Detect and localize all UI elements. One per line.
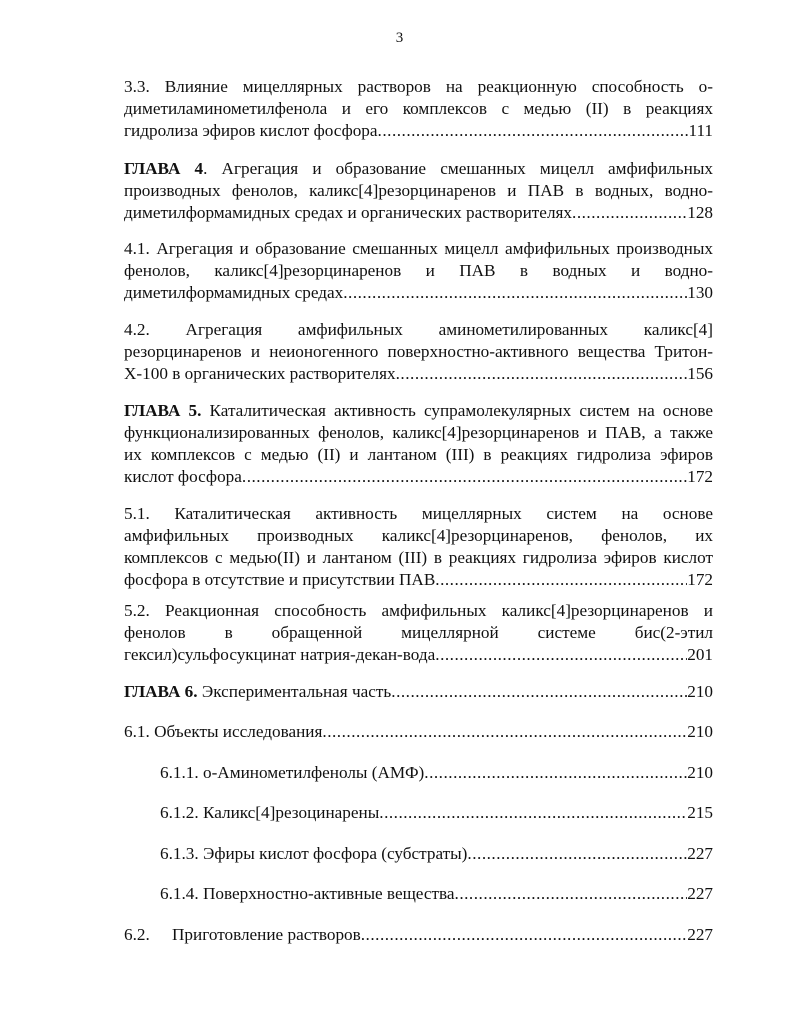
- toc-line-last: [124, 363, 713, 385]
- toc-line: 5.2. Реакционная способность амфифильных каликс[4]резорцинаренов и: [124, 601, 713, 620]
- leader-dots: [242, 466, 687, 488]
- toc-line-last: [124, 120, 713, 142]
- toc-line: [124, 400, 713, 422]
- toc-title: 6.1.1. о-Аминометилфенолы (АМФ): [160, 763, 425, 782]
- section-number: 6.2.: [124, 925, 150, 944]
- leader-dots: [435, 644, 687, 666]
- toc-title: гидролиза эфиров кислот фосфора: [124, 121, 378, 140]
- toc-line-last: [160, 883, 713, 905]
- leader-dots: [424, 762, 687, 784]
- toc-entry-6-1-1: [160, 762, 713, 784]
- toc-entry-4-1: [124, 238, 713, 304]
- toc-entry-5-1: [124, 503, 713, 591]
- toc-line-last: [160, 762, 713, 784]
- toc-line-last: [124, 681, 713, 703]
- toc-title: гексил)сульфосукцинат натрия-декан-вода: [124, 645, 436, 664]
- toc-page-number: 172: [687, 467, 713, 486]
- leader-dots: [435, 569, 687, 591]
- chapter-label: ГЛАВА 4: [124, 159, 204, 178]
- toc-line-last: [124, 721, 713, 743]
- toc-entry-6-1-3: [160, 843, 713, 865]
- toc-page-number: 156: [687, 364, 713, 383]
- toc-entry-chapter-4: [124, 158, 713, 224]
- toc-title: 6.1.2. Каликс[4]резоцинарены: [160, 803, 380, 822]
- toc-title: 6.1.3. Эфиры кислот фосфора (субстраты): [160, 844, 468, 863]
- toc-page-number: 172: [687, 570, 713, 589]
- toc-line-last: [124, 644, 713, 666]
- toc-page-number: 111: [688, 121, 713, 140]
- toc-line: 5.1. Каталитическая активность мицеллярных систем на основе: [124, 504, 713, 523]
- toc-title: фосфора в отсутствие и присутствии ПАВ: [124, 570, 436, 589]
- toc-entry-6-1-4: [160, 883, 713, 905]
- toc-entry-6-2: [124, 924, 713, 946]
- toc-title: 6.1. Объекты исследования: [124, 722, 323, 741]
- toc-line-last: [124, 282, 713, 304]
- leader-dots: [322, 721, 687, 743]
- toc-line-last: [124, 202, 713, 224]
- toc-line: амфифильных производных каликс[4]резорцинаренов, фенолов, их: [124, 526, 713, 545]
- toc-title: [124, 924, 361, 946]
- toc-text: Каталитическая активность супрамолекулярных систем на основе: [201, 401, 713, 420]
- toc-entry-5-2: [124, 600, 713, 666]
- toc-line: комплексов с медью(II) и лантаном (III) в реакциях гидролиза эфиров кислот: [124, 548, 713, 567]
- toc-entry-3-3: [124, 76, 713, 142]
- toc-title: диметилформамидных средах и органических растворителях: [124, 203, 573, 222]
- toc-page-number: 227: [687, 844, 713, 863]
- leader-dots: [467, 843, 687, 865]
- chapter-label: ГЛАВА 6.: [124, 682, 198, 701]
- toc-line-last: [160, 802, 713, 824]
- leader-dots: [361, 924, 687, 946]
- toc-title: кислот фосфора: [124, 467, 242, 486]
- toc-line-last: [124, 466, 713, 488]
- leader-dots: [396, 363, 688, 385]
- toc-title: диметилформамидных средах: [124, 283, 344, 302]
- toc-entry-4-2: [124, 319, 713, 385]
- toc-title: 6.1.4. Поверхностно-активные вещества: [160, 884, 455, 903]
- toc-entry-chapter-5: [124, 400, 713, 488]
- toc-entry-6-1: [124, 721, 713, 743]
- chapter-label: ГЛАВА 5.: [124, 401, 202, 420]
- toc-page-number: 210: [687, 682, 713, 701]
- toc-line: [124, 158, 713, 180]
- toc-line: производных фенолов, каликс[4]резорцинаренов и ПАВ в водных, водно-: [124, 181, 713, 200]
- toc-text: Экспериментальная часть: [197, 682, 392, 701]
- toc-page-number: 210: [687, 722, 713, 741]
- toc-line: резорцинаренов и неионогенного поверхностно-активного вещества Тритон-: [124, 342, 713, 361]
- toc-page-number: 215: [687, 803, 713, 822]
- toc-page-number: 227: [687, 884, 713, 903]
- toc-line: 4.2. Агрегация амфифильных аминометилированных каликс[4]: [124, 320, 713, 339]
- toc-line: 4.1. Агрегация и образование смешанных мицелл амфифильных производных: [124, 239, 713, 258]
- leader-dots: [379, 802, 687, 824]
- leader-dots: [391, 681, 687, 703]
- toc-page-number: 201: [687, 645, 713, 664]
- toc-line-last: [124, 924, 713, 946]
- leader-dots: [343, 282, 687, 304]
- toc-page-number: 130: [687, 283, 713, 302]
- toc-line: диметиламинометилфенола и его комплексов с медью (II) в реакциях: [124, 99, 713, 118]
- toc-line: функционализированных фенолов, каликс[4]резорцинаренов и ПАВ, а также: [124, 423, 713, 442]
- toc-line: их комплексов с медью (II) и лантаном (III) в реакциях гидролиза эфиров: [124, 445, 713, 464]
- toc-page-number: 227: [687, 925, 713, 944]
- leader-dots: [455, 883, 688, 905]
- leader-dots: [572, 202, 687, 224]
- page-number: 3: [395, 30, 404, 46]
- toc-line: 3.3. Влияние мицеллярных растворов на реакционную способность о-: [124, 77, 713, 96]
- leader-dots: [378, 120, 689, 142]
- toc-title: [124, 681, 391, 703]
- toc-line-last: [160, 843, 713, 865]
- toc-entry-chapter-6: [124, 681, 713, 703]
- toc-line: фенолов в обращенной мицеллярной системе бис(2-этил: [124, 623, 713, 642]
- toc-line: фенолов, каликс[4]резорцинаренов и ПАВ в водных и водно-: [124, 261, 713, 280]
- toc-text: Приготовление растворов: [172, 925, 361, 944]
- toc-page-number: 128: [687, 203, 713, 222]
- toc-entry-6-1-2: [160, 802, 713, 824]
- toc-text: . Агрегация и образование смешанных мицелл амфифильных: [203, 159, 713, 178]
- toc-title: Х-100 в органических растворителях: [124, 364, 396, 383]
- toc-line-last: [124, 569, 713, 591]
- toc-page-number: 210: [687, 763, 713, 782]
